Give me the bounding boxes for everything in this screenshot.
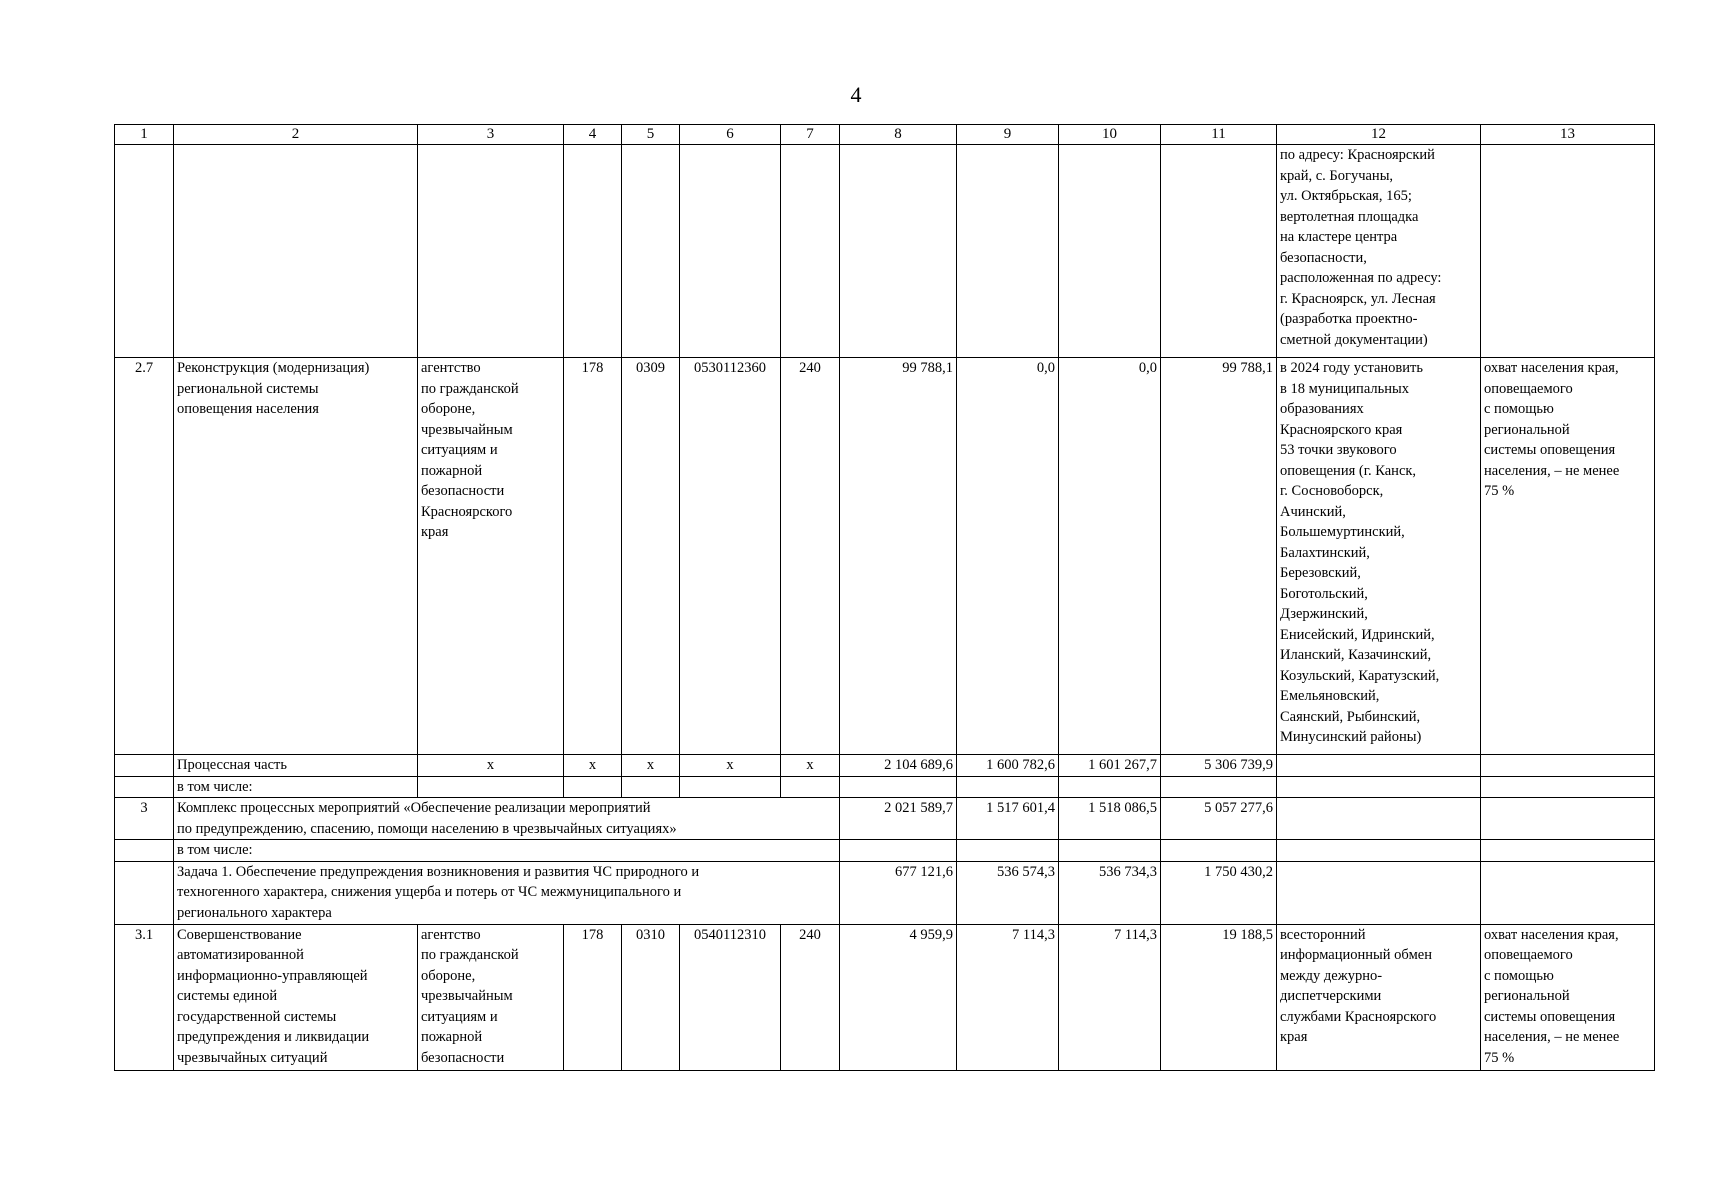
header-cell: 6: [680, 125, 781, 145]
header-cell: 13: [1481, 125, 1655, 145]
amount-2024: 2 021 589,7: [840, 798, 957, 840]
measure-name: Реконструкция (модернизация) региональной системы оповещения населения: [174, 358, 418, 755]
header-cell: 8: [840, 125, 957, 145]
amount-total: 19 188,5: [1161, 924, 1277, 1070]
row-number: 3.1: [115, 924, 174, 1070]
result-cell: всесторонний информационный обмен между дежурно- диспетчерскими службами Красноярского края: [1277, 924, 1481, 1070]
amount-total: 1 750 430,2: [1161, 861, 1277, 924]
measure-name: Процессная часть: [174, 755, 418, 777]
amount-2026: 0,0: [1059, 358, 1161, 755]
indicator-cell: охват населения края, оповещаемого с помощью региональной системы оповещения населения, – не менее 75 %: [1481, 358, 1655, 755]
amount-2026: 7 114,3: [1059, 924, 1161, 1070]
amount-total: 5 057 277,6: [1161, 798, 1277, 840]
header-cell: 3: [418, 125, 564, 145]
result-cell: по адресу: Красноярский край, с. Богучаны, ул. Октябрьская, 165; вертолетная площадка на кластере центра безопасности, расположенная по адресу: г. Красноярск, ул. Лесная (разработка проектно- сметной документации): [1277, 145, 1481, 358]
amount-2026: 1 518 086,5: [1059, 798, 1161, 840]
section-code: 0310: [622, 924, 680, 1070]
table-row-3: [115, 798, 1655, 840]
result-cell: в 2024 году установить в 18 муниципальных образованиях Красноярского края 53 точки звукового оповещения (г. Канск, г. Сосновоборск, Ачинский, Большемуртинский, Балахтинский, Березовский, Боготольский, Дзержинский, Енисейский, Идринский, Иланский, Казачинский, Козульский, Каратузский, Емельяновский, Саянский, Рыбинский, Минусинский районы): [1277, 358, 1481, 755]
section-code: 0309: [622, 358, 680, 755]
amount-2024: 4 959,9: [840, 924, 957, 1070]
target-article-code: 0540112310: [680, 924, 781, 1070]
header-cell: 7: [781, 125, 840, 145]
header-cell: 12: [1277, 125, 1481, 145]
program-table: [114, 124, 1655, 1071]
amount-total: 99 788,1: [1161, 358, 1277, 755]
table-row-2-7: [115, 358, 1655, 755]
amount-2025: 0,0: [957, 358, 1059, 755]
header-cell: 2: [174, 125, 418, 145]
table-row-3-1: [115, 924, 1655, 1070]
task-name: Задача 1. Обеспечение предупреждения возникновения и развития ЧС природного и техногенного характера, снижения ущерба и потерь от ЧС межмуниципального и регионального характера: [174, 861, 840, 924]
amount-2025: 1 600 782,6: [957, 755, 1059, 777]
agency-cell: агентство по гражданской обороне, чрезвычайным ситуациям и пожарной безопасности Красноярского края: [418, 358, 564, 755]
page-number: 4: [850, 82, 862, 107]
row-number: 3: [115, 798, 174, 840]
table-row-continuation: [115, 145, 1655, 358]
amount-2024: 677 121,6: [840, 861, 957, 924]
including-label: в том числе:: [174, 840, 840, 862]
header-cell: 4: [564, 125, 622, 145]
amount-2025: 536 574,3: [957, 861, 1059, 924]
header-cell: 1: [115, 125, 174, 145]
amount-2024: 99 788,1: [840, 358, 957, 755]
grbs-code: 178: [564, 924, 622, 1070]
amount-2025: 7 114,3: [957, 924, 1059, 1070]
section-code: х: [622, 755, 680, 777]
header-cell: 11: [1161, 125, 1277, 145]
expense-type-code: х: [781, 755, 840, 777]
target-article-code: 0530112360: [680, 358, 781, 755]
grbs-code: 178: [564, 358, 622, 755]
complex-name: Комплекс процессных мероприятий «Обеспечение реализации мероприятий по предупреждению, спасению, помощи населению в чрезвычайных ситуациях»: [174, 798, 840, 840]
measure-name: Совершенствование автоматизированной информационно-управляющей системы единой государственной системы предупреждения и ликвидации чрезвычайных ситуаций: [174, 924, 418, 1070]
table-row-including: [115, 776, 1655, 798]
amount-2025: 1 517 601,4: [957, 798, 1059, 840]
agency-cell: х: [418, 755, 564, 777]
header-cell: 10: [1059, 125, 1161, 145]
row-number: 2.7: [115, 358, 174, 755]
table-row-task-1: [115, 861, 1655, 924]
header-cell: 9: [957, 125, 1059, 145]
table-row-process: [115, 755, 1655, 777]
amount-2024: 2 104 689,6: [840, 755, 957, 777]
header-row: [115, 125, 1655, 145]
target-article-code: х: [680, 755, 781, 777]
table-row-including: [115, 840, 1655, 862]
indicator-cell: охват населения края, оповещаемого с помощью региональной системы оповещения населения, – не менее 75 %: [1481, 924, 1655, 1070]
agency-cell: агентство по гражданской обороне, чрезвычайным ситуациям и пожарной безопасности: [418, 924, 564, 1070]
amount-2026: 536 734,3: [1059, 861, 1161, 924]
grbs-code: х: [564, 755, 622, 777]
amount-2026: 1 601 267,7: [1059, 755, 1161, 777]
expense-type-code: 240: [781, 358, 840, 755]
header-cell: 5: [622, 125, 680, 145]
amount-total: 5 306 739,9: [1161, 755, 1277, 777]
expense-type-code: 240: [781, 924, 840, 1070]
including-label: в том числе:: [174, 776, 418, 798]
